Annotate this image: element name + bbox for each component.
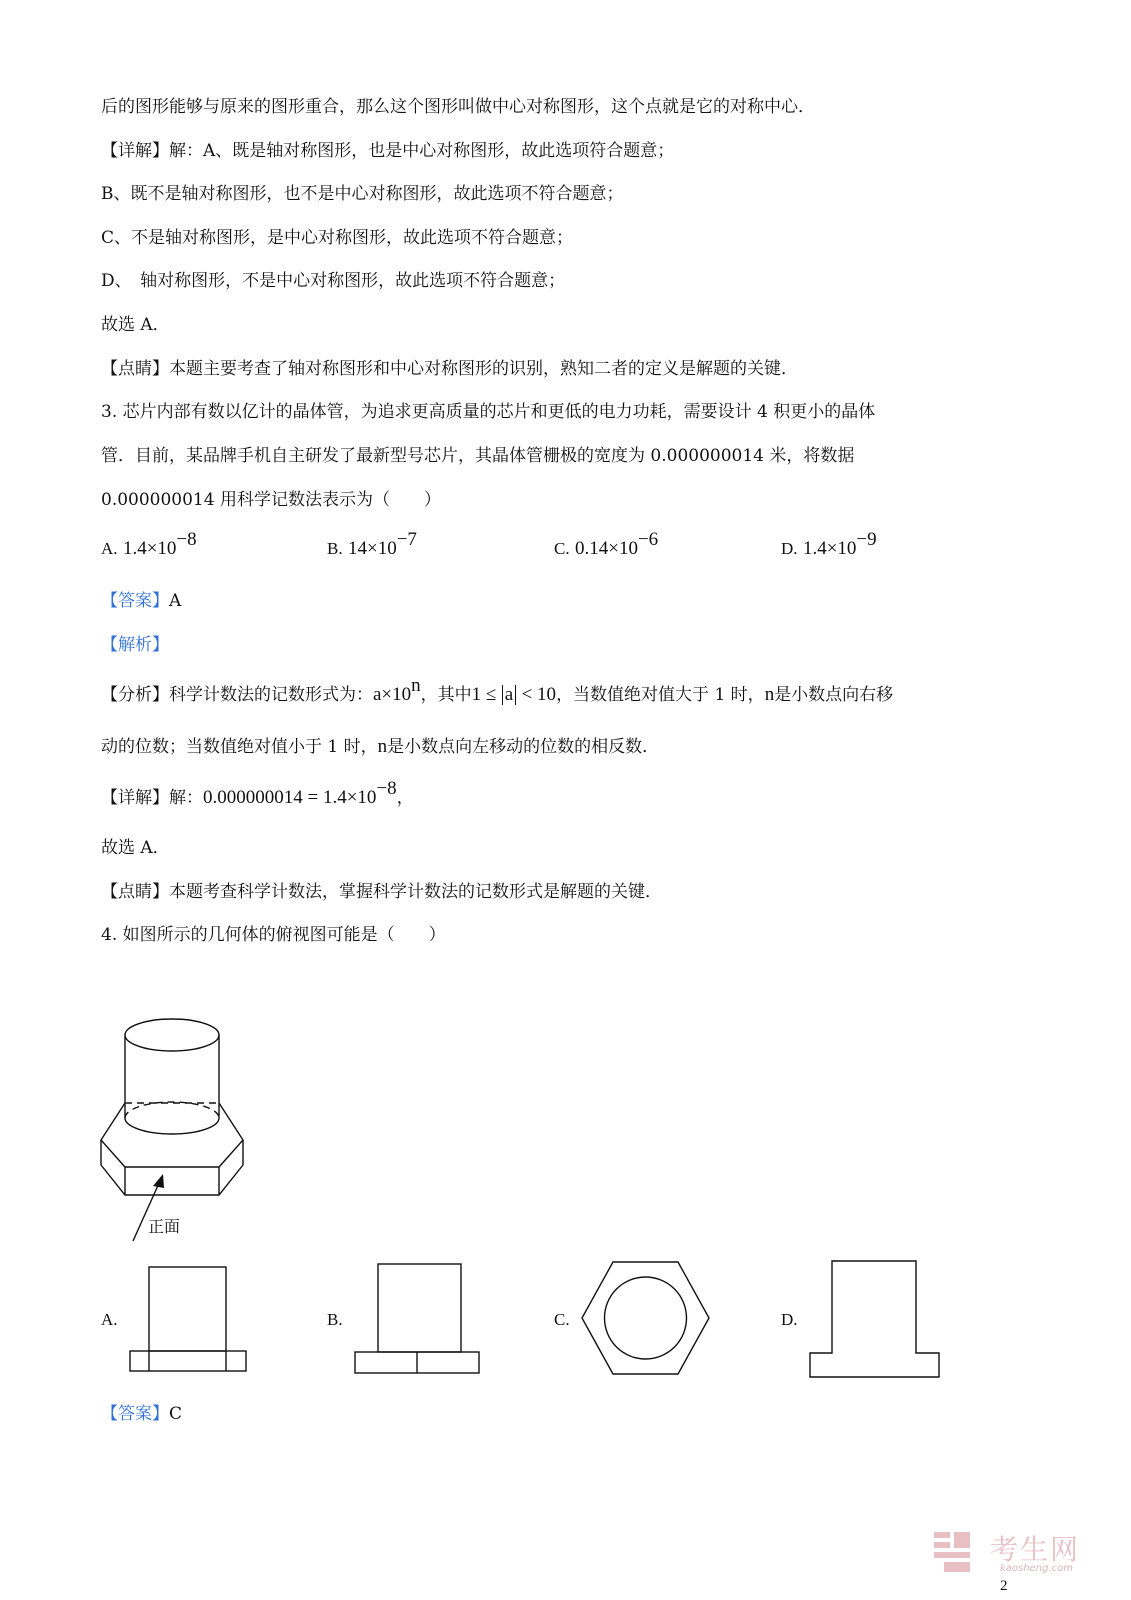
option-b bbox=[327, 529, 417, 561]
question-4-stem: 4. 如图所示的几何体的俯视图可能是（ ） bbox=[101, 925, 446, 945]
option-label: D. bbox=[781, 539, 798, 558]
option-exponent: −7 bbox=[396, 529, 417, 550]
option-value: 1.4×10 bbox=[802, 538, 857, 559]
text-line: 【点睛】本题考查科学计数法，掌握科学计数法的记数形式是解题的关键． bbox=[101, 882, 662, 902]
punctuation: ， bbox=[396, 788, 414, 808]
view-option-a bbox=[128, 1265, 250, 1375]
text-line: D、 轴对称图形，不是中心对称图形，故此选项不符合题意； bbox=[101, 271, 566, 291]
option-value: 1.4×10 bbox=[122, 538, 177, 559]
answer-tag: 【答案】 bbox=[101, 591, 169, 611]
option-a bbox=[101, 529, 197, 561]
analysis-text: 是小数点向右移 bbox=[774, 685, 894, 705]
view-option-label: D. bbox=[781, 1310, 798, 1329]
analysis-text: 科学计数法的记数形式为： bbox=[169, 685, 373, 705]
analysis-text: 是小数点向左移动的位数的相反数． bbox=[387, 737, 660, 757]
formula-exponent: −8 bbox=[376, 778, 397, 799]
detail-line bbox=[101, 778, 414, 810]
front-label: 正面 bbox=[148, 1217, 181, 1236]
text-line: B、既不是轴对称图形，也不是中心对称图形，故此选项不符合题意； bbox=[101, 184, 624, 204]
text-line: 【点睛】本题主要考查了轴对称图形和中心对称图形的识别，熟知二者的定义是解题的关键． bbox=[101, 359, 798, 379]
solid-figure bbox=[95, 1015, 255, 1245]
view-option-b bbox=[353, 1262, 483, 1376]
view-option-c bbox=[580, 1260, 712, 1378]
answer-line bbox=[101, 1402, 182, 1426]
option-exponent: −6 bbox=[637, 529, 659, 550]
option-value: 0.14×10 bbox=[575, 538, 638, 559]
analysis-tag: 【解析】 bbox=[101, 635, 169, 655]
option-value: 14×10 bbox=[348, 538, 397, 559]
analysis-text: 动的位数；当数值绝对值小于 1 时， bbox=[101, 737, 378, 757]
formula: a×10 bbox=[373, 684, 412, 705]
analysis-text: ，其中 bbox=[420, 685, 472, 705]
text-line: 【详解】解：A、既是轴对称图形，也是中心对称图形，故此选项符合题意； bbox=[101, 141, 675, 161]
formula: 0.000000014 = 1.4×10 bbox=[203, 787, 377, 808]
analysis-line bbox=[101, 675, 894, 707]
option-label: A. bbox=[101, 539, 118, 558]
text-line: 故选 A． bbox=[101, 838, 170, 858]
view-option-label: C. bbox=[554, 1310, 570, 1329]
text-line: 后的图形能够与原来的图形重合，那么这个图形叫做中心对称图形，这个点就是它的对称中心． bbox=[101, 97, 815, 117]
text-line: C、不是轴对称图形，是中心对称图形，故此选项不符合题意； bbox=[101, 228, 574, 248]
question-3-stem: 管．目前，某品牌手机自主研发了最新型号芯片，其晶体管栅极的宽度为 0.000000014 米，将数据 bbox=[101, 446, 855, 466]
formula-exponent: n bbox=[411, 675, 421, 696]
option-label: B. bbox=[327, 539, 343, 558]
analysis-line bbox=[101, 735, 659, 759]
option-d bbox=[781, 529, 877, 561]
view-option-d bbox=[808, 1259, 942, 1381]
watermark-logo-icon bbox=[930, 1528, 980, 1578]
variable-n: n bbox=[377, 736, 388, 757]
answer-value: C bbox=[169, 1404, 183, 1424]
view-option-label: A. bbox=[101, 1310, 118, 1329]
question-3-stem: 0.000000014 用科学记数法表示为（ ） bbox=[101, 490, 441, 510]
absolute-value: a bbox=[502, 685, 516, 705]
view-option-label: B. bbox=[327, 1310, 343, 1329]
inequality-right: < 10 bbox=[521, 684, 557, 705]
option-exponent: −8 bbox=[176, 529, 197, 550]
variable-n: n bbox=[764, 684, 775, 705]
answer-tag: 【答案】 bbox=[101, 1404, 169, 1424]
watermark-url: kaosheng.com bbox=[1000, 1563, 1073, 1574]
page-number: 2 bbox=[1000, 1578, 1008, 1594]
watermark-text: 考生网 bbox=[990, 1533, 1081, 1566]
option-label: C. bbox=[554, 539, 570, 558]
option-exponent: −9 bbox=[856, 529, 877, 550]
answer-line bbox=[101, 589, 181, 613]
analysis-label: 【分析】 bbox=[101, 685, 169, 705]
inequality-left: 1 ≤ bbox=[471, 684, 497, 705]
analysis-text: ，当数值绝对值大于 1 时， bbox=[556, 685, 765, 705]
answer-value: A bbox=[169, 591, 182, 611]
detail-label: 【详解】解： bbox=[101, 788, 203, 808]
question-3-stem: 3. 芯片内部有数以亿计的晶体管，为追求更高质量的芯片和更低的电力功耗，需要设计 4 积更小的晶体 bbox=[101, 402, 876, 422]
option-c bbox=[554, 529, 659, 561]
text-line: 故选 A． bbox=[101, 315, 170, 335]
